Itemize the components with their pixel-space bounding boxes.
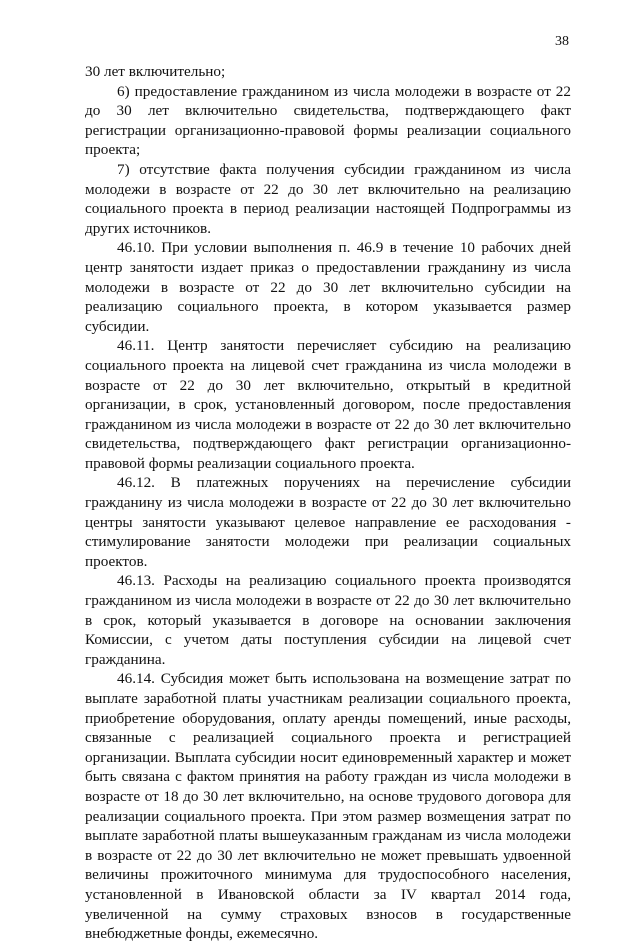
list-item-7: 7) отсутствие факта получения субсидии гражданином из числа молодежи в возрасте от 22 до 30 лет включительно на реализацию социального проекта в период реализации настоящей Подпрограммы из других источников. — [85, 160, 571, 237]
page-number: 38 — [555, 34, 569, 49]
clause-46-12: 46.12. В платежных поручениях на перечисление субсидии гражданину из числа молодежи в возрасте от 22 до 30 лет включительно центры занятости указывают целевое направление ее расходования - стимулирование занятости молодежи при реализации социальных проектов. — [85, 474, 571, 570]
clause-46-13: 46.13. Расходы на реализацию социального проекта производятся гражданином из числа молодежи в возрасте от 22 до 30 лет включительно в срок, который указывается в договоре на основании заключения Комиссии, с учетом даты поступления субсидии на лицевой счет гражданина. — [85, 572, 571, 668]
clause-46-11: 46.11. Центр занятости перечисляет субсидию на реализацию социального проекта на лицевой счет гражданина из числа молодежи в возрасте от 22 до 30 лет включительно, открытый в кредитной организации, в срок, установленный договором, после предоставления гражданином из числа молодежи в возрасте от 22 до 30 лет включительно свидетельства, подтверждающего факт регистрации организационно-правовой формы реализации социального проекта. — [85, 337, 571, 472]
list-item-6: 6) предоставление гражданином из числа молодежи в возрасте от 22 до 30 лет включительно свидетельства, подтверждающего факт регистрации организационно-правовой формы реализации социального проекта; — [85, 82, 571, 159]
paragraph-continuation: 30 лет включительно; — [85, 63, 226, 80]
clause-46-14: 46.14. Субсидия может быть использована на возмещение затрат по выплате заработной платы участникам реализации социального проекта, приобретение оборудования, оплату аренды помещений, иные расходы, связанные с реализацией социального проекта и регистрацией организации. Выплата субсидии носит единовременный характер и может быть связана с фактом принятия на работу граждан из числа молодежи в возрасте от 18 до 30 лет включительно, на основе трудового договора для реализации социального проекта. При этом размер возмещения затрат по выплате заработной платы вышеуказанным гражданам из числа молодежи в возрасте от 22 до 30 лет включительно не может превышать удвоенной величины прожиточного минимума для трудоспособного населения, установленной в Ивановской области за IV квартал 2014 года, увеличенной на сумму страховых взносов в государственные внебюджетные фонды, ежемесячно. — [85, 670, 571, 943]
document-body — [85, 62, 571, 944]
clause-46-10: 46.10. При условии выполнения п. 46.9 в течение 10 рабочих дней центр занятости издает приказ о предоставлении гражданину из числа молодежи в возрасте от 22 до 30 лет включительно субсидии на реализацию социального проекта, в котором указывается размер субсидии. — [85, 239, 571, 335]
